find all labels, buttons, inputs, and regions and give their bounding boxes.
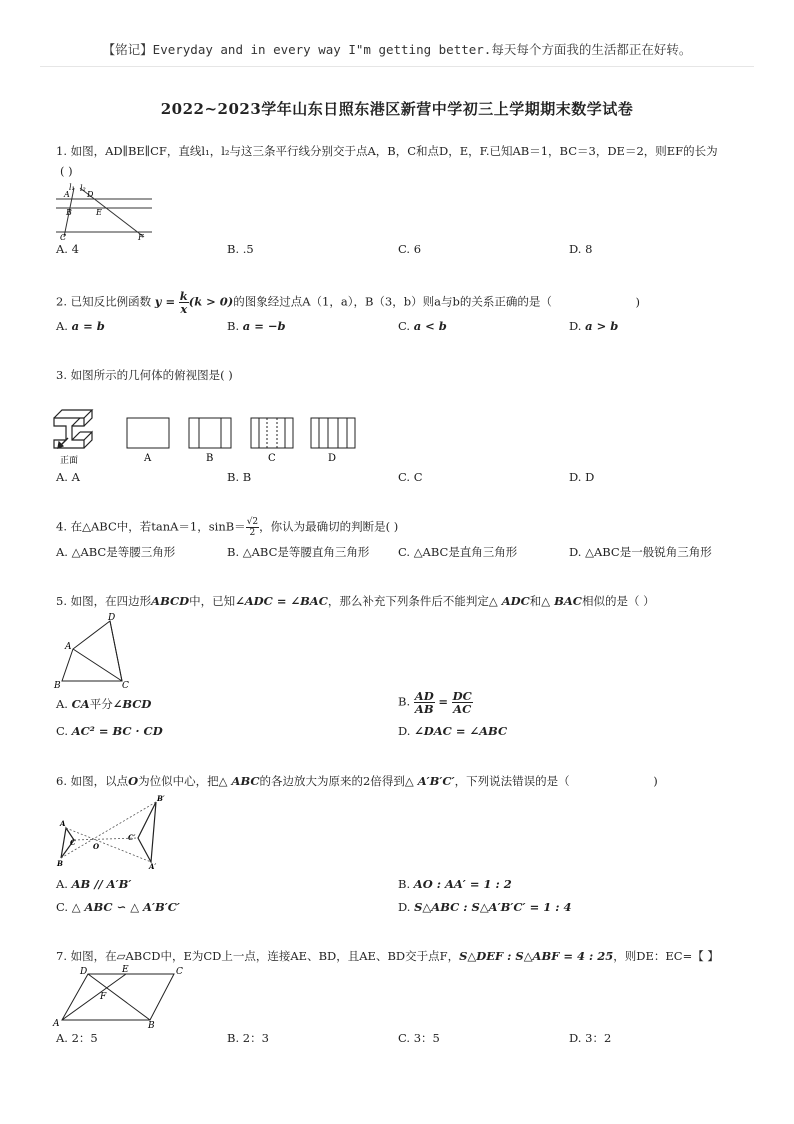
q6-label-bp: B′	[157, 794, 165, 803]
q7-label-a: A	[53, 1019, 60, 1029]
q1-label-c: C	[60, 233, 67, 240]
question-4-stem: 4. 在△ABC中，若tanA＝1，sinB＝ $\frac{√2}{2}$ ，你认为最确切的判断是( )	[56, 517, 399, 538]
q5-option-a[interactable]: A. CA平分∠BCD	[56, 697, 152, 711]
q7-option-b[interactable]: B. 2：3	[227, 1031, 269, 1045]
q3-label-a: A	[144, 453, 152, 464]
q1-label-l1: l₁	[69, 183, 75, 192]
q4-option-d[interactable]: D. △ABC是一般锐角三角形	[569, 545, 712, 559]
q6-option-d[interactable]: D. S△ABC : S△A′B′C′ = 1 : 4	[398, 900, 572, 914]
q3-solid	[54, 410, 92, 448]
q2-option-a[interactable]: A. a = b	[56, 319, 105, 333]
q7-option-d[interactable]: D. 3：2	[569, 1031, 612, 1045]
q4-option-a[interactable]: A. △ABC是等腰三角形	[56, 545, 176, 559]
question-6-stem: 6. 如图，以点O为位似中心，把△ ABC的各边放大为原来的2倍得到△ A′B′C′，下列说法错误的是（ )	[56, 774, 658, 788]
question-5-stem: 5. 如图，在四边形ABCD中，已知∠ADC = ∠BAC，那么补充下列条件后不能判定△ ADC和△ BAC相似的是（ ）	[56, 594, 655, 608]
q7-label-e: E	[122, 965, 129, 975]
q6-option-b[interactable]: B. AO : AA′ = 1 : 2	[398, 877, 512, 891]
q2-option-c[interactable]: C. a < b	[398, 319, 447, 333]
q1-option-b[interactable]: B. .5	[227, 242, 254, 256]
q7-label-f: F	[100, 992, 107, 1002]
q7-label-c: C	[176, 967, 183, 977]
header-divider	[40, 66, 754, 67]
q1-label-d: D	[87, 190, 94, 199]
q3-option-c[interactable]: C. C	[398, 470, 423, 484]
q5-option-c[interactable]: C. AC² = BC · CD	[56, 724, 163, 738]
q3-label-d: D	[328, 453, 337, 464]
q6-option-a[interactable]: A. AB // A′B′	[56, 877, 132, 891]
q6-label-a: A	[60, 819, 66, 828]
q6-label-cp: C′	[128, 833, 136, 842]
question-1-figure	[52, 182, 156, 240]
question-1-stem: 1. 如图，AD∥BE∥CF，直线l₁，l₂与这三条平行线分别交于点A，B，C和点D，E，F.已知AB＝1，BC＝3，DE＝2，则EF的长为	[56, 144, 718, 158]
q3-label-front: 正面	[60, 456, 79, 466]
question-3-stem: 3. 如图所示的几何体的俯视图是( )	[56, 368, 233, 382]
q7-option-a[interactable]: A. 2：5	[56, 1031, 98, 1045]
q5-option-d[interactable]: D. ∠DAC = ∠ABC	[398, 724, 508, 738]
q5-label-c: C	[122, 681, 129, 691]
q1-label-f: F	[138, 233, 144, 240]
q2-option-d[interactable]: D. a > b	[569, 319, 619, 333]
question-2-stem: 2. 已知反比例函数 y = $\frac{k}{x}$ (k > 0)的图象经过点A（1，a），B（3，b）则a与b的关系正确的是（ )	[56, 289, 640, 316]
q5-label-d: D	[108, 613, 116, 623]
question-7-stem: 7. 如图，在▱ABCD中，E为CD上一点，连接AE、BD，且AE、BD交于点F，S△DEF : S△ABF = 4 : 25，则DE：EC=【 】	[56, 949, 719, 963]
q4-option-b[interactable]: B. △ABC是等腰直角三角形	[227, 545, 370, 559]
q1-option-d[interactable]: D. 8	[569, 242, 593, 256]
q5-label-b: B	[54, 681, 61, 691]
q6-label-b: B	[57, 859, 63, 868]
question-1-paren: ( )	[60, 164, 73, 178]
q1-label-b: B	[66, 208, 72, 217]
q1-option-a[interactable]: A. 4	[56, 242, 79, 256]
header-motto: 【铭记】Everyday and in every way I"m getting better.每天每个方面我的生活都正在好转。	[102, 42, 692, 57]
q3-option-d[interactable]: D. D	[569, 470, 595, 484]
q3-option-a[interactable]: A. A	[56, 470, 80, 484]
q1-option-c[interactable]: C. 6	[398, 242, 422, 256]
q3-label-b: B	[206, 453, 214, 464]
q5-label-a: A	[65, 642, 72, 652]
question-6-figure	[52, 792, 170, 870]
q1-label-a: A	[64, 190, 70, 199]
q7-label-d: D	[80, 967, 88, 977]
q6-option-c[interactable]: C. △ ABC ∽ △ A′B′C′	[56, 900, 180, 914]
q5-option-b[interactable]: B. $\frac{AD}{AB}$ = $\frac{DC}{AC}$	[398, 689, 472, 716]
q1-label-e: E	[96, 208, 102, 217]
question-7-figure	[50, 962, 188, 1030]
question-3-figure	[48, 404, 363, 466]
page-title: 2022~2023学年山东日照东港区新营中学初三上学期期末数学试卷	[160, 100, 634, 118]
q1-label-l2: l₂	[80, 184, 86, 193]
q7-option-c[interactable]: C. 3：5	[398, 1031, 440, 1045]
q7-label-b: B	[148, 1021, 155, 1030]
q6-label-o: O	[93, 842, 100, 851]
q3-option-b[interactable]: B. B	[227, 470, 252, 484]
q2-option-b[interactable]: B. a = −b	[227, 319, 286, 333]
q6-label-ap: A′	[149, 862, 157, 870]
q4-option-c[interactable]: C. △ABC是直角三角形	[398, 545, 518, 559]
question-5-figure	[50, 611, 140, 691]
q6-label-c: C	[70, 838, 76, 847]
q3-label-c: C	[268, 453, 276, 464]
